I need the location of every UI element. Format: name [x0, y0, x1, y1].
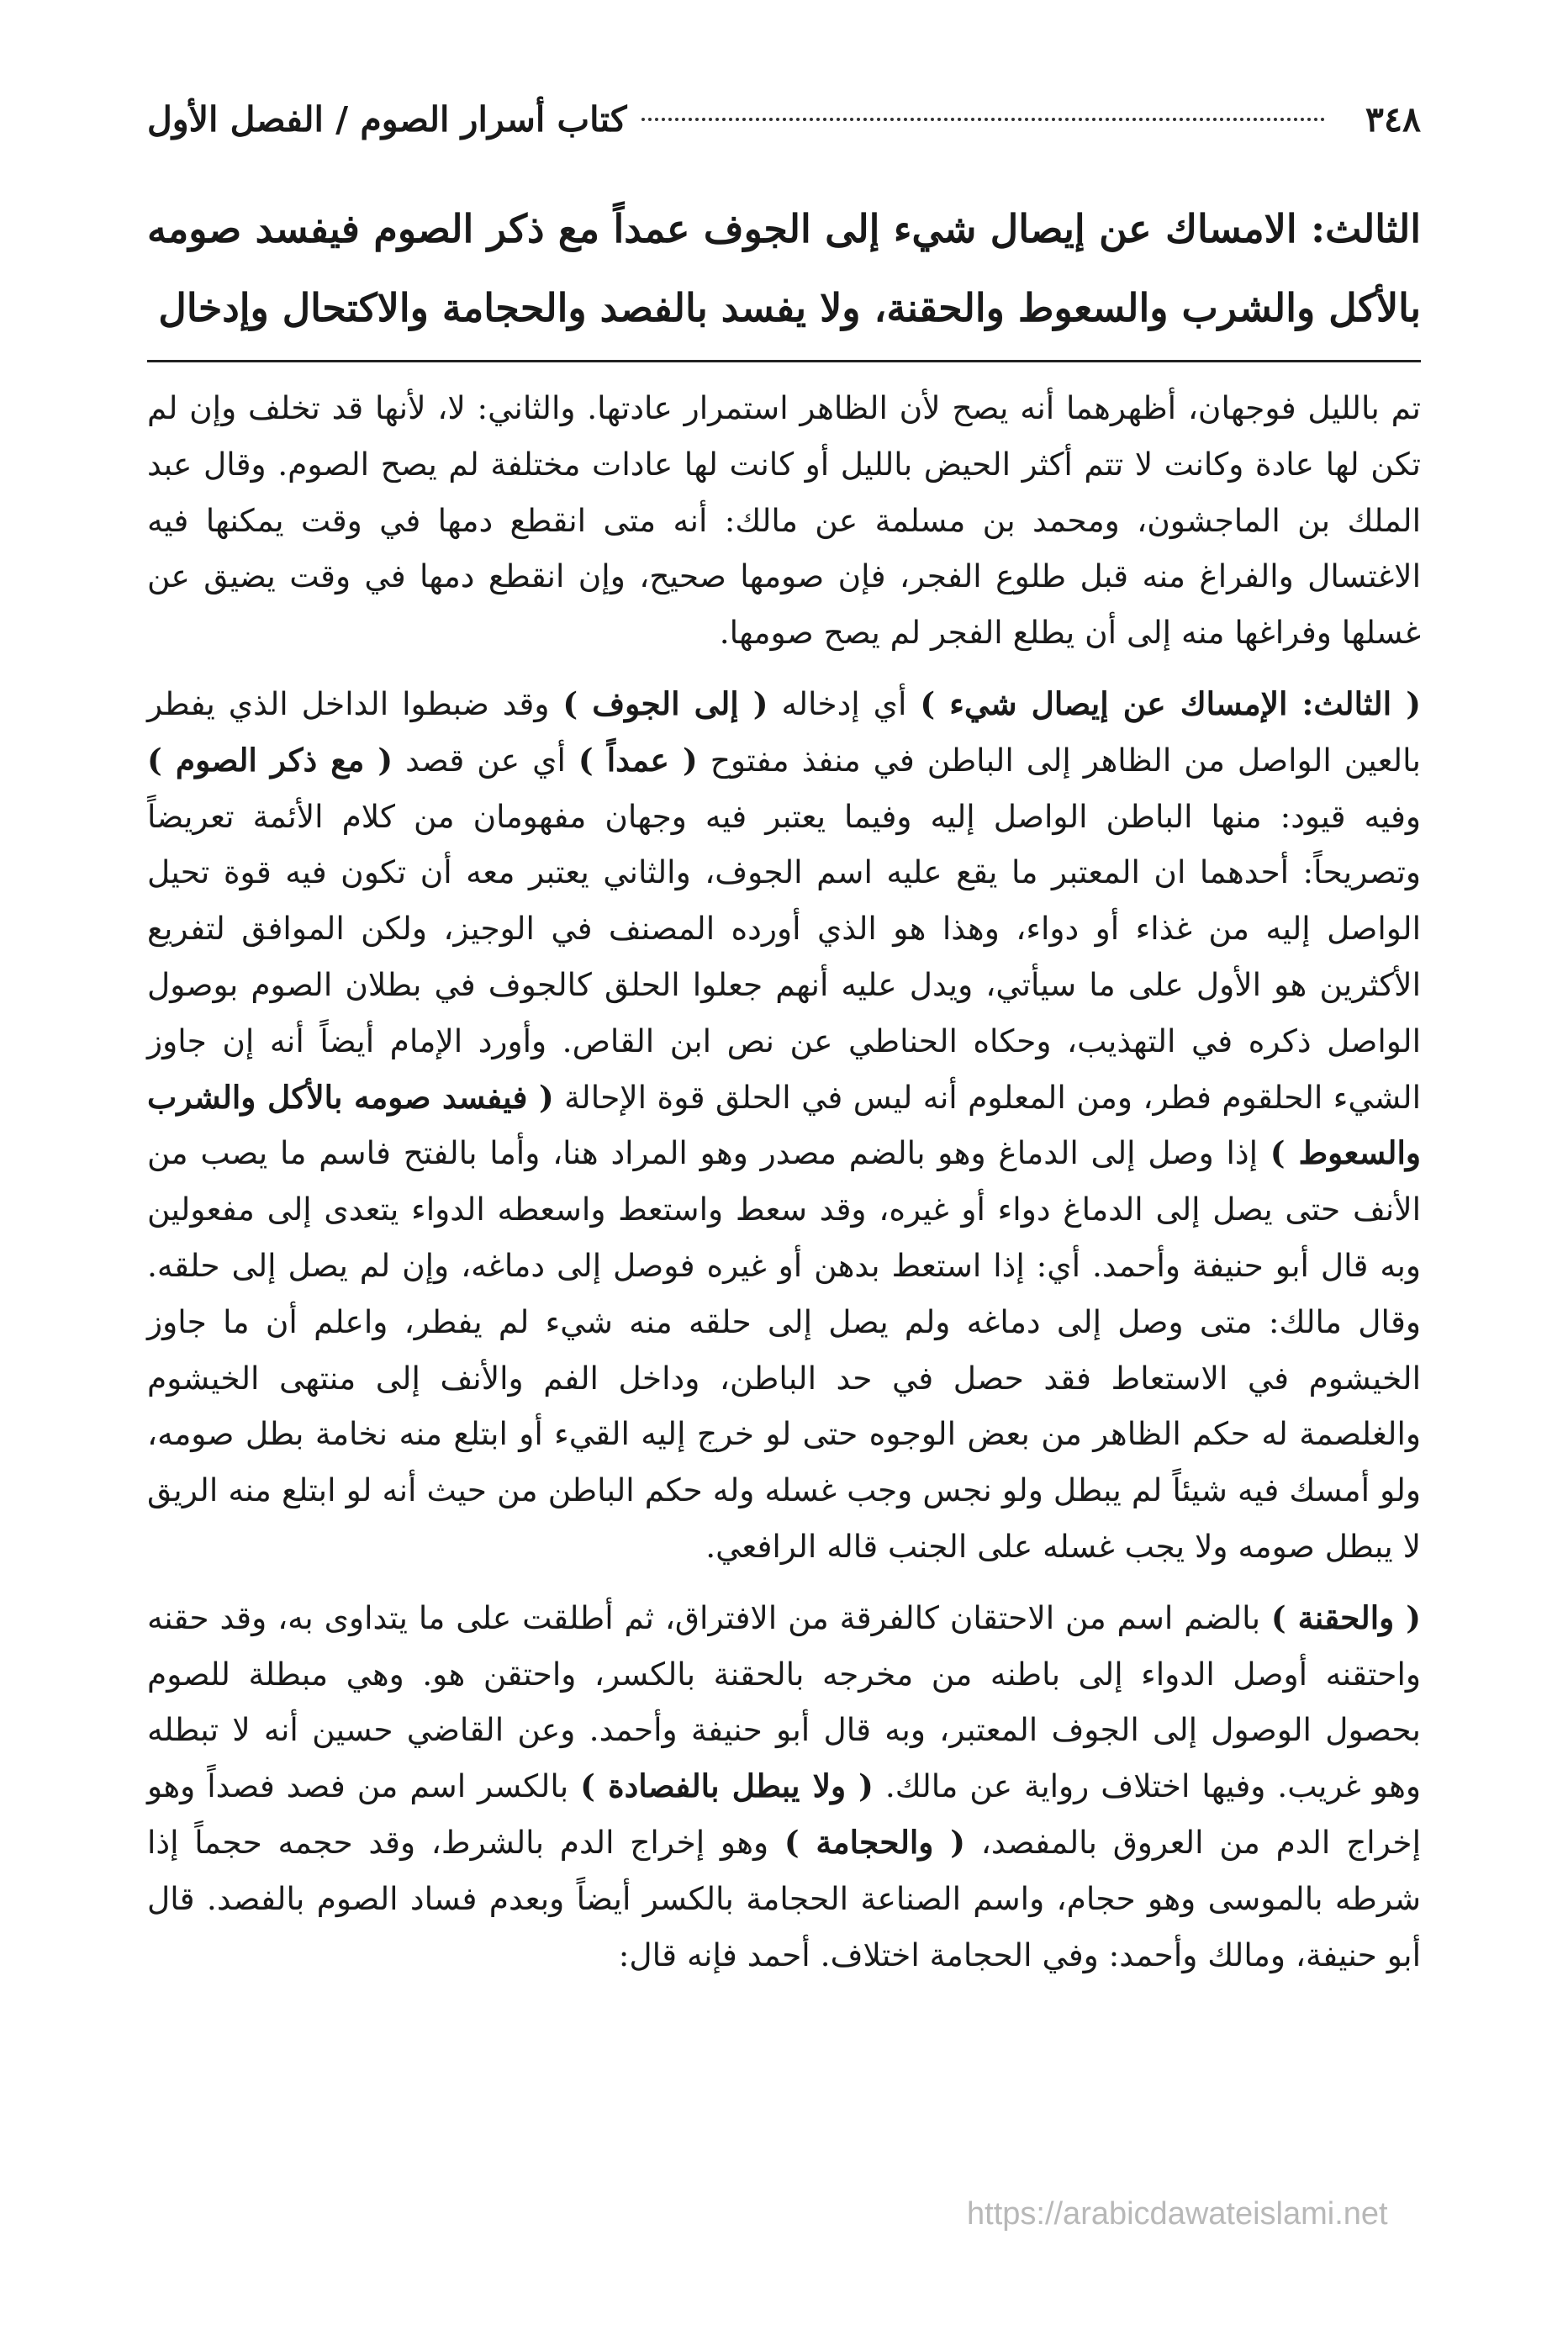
watermark-url: https://arabicdawateislami.net [967, 2196, 1388, 2232]
commentary-text: وقد ضبطوا الداخل الذي يفطر بالعين الواصل من الظاهر إلى الباطن في منفذ مفتوح [147, 684, 1421, 779]
commentary-text: وهو إخراج الدم بالشرط، وقد حجمه حجماً إذا شرطه بالموسى وهو حجام، واسم الصناعة الحجامة بالكسر أيضاً وبعدم فساد الصوم بالفصد. قال أبو حنيفة، ومالك وأحمد: وفي الحجامة اختلاف. أحمد فإنه قال: [147, 1823, 1421, 1973]
commentary-text: إذا وصل إلى الدماغ وهو بالضم مصدر وهو المراد هنا، وأما بالفتح فاسم ما يصب من الأنف حتى يصل إلى الدماغ دواء أو غيره، وقد سعط واستعط واسعطه الدواء يتعدى إلى مفعولين وبه قال أبو حنيفة وأحمد. أي: إذا استعط بدهن أو غيره فوصل إلى دماغه، وإن لم يصل إلى حلقه. وقال مالك: متى وصل إلى دماغه ولم يصل إلى حلقه منه شيء لم يفطر، واعلم أن ما جاوز الخيشوم في الاستعاط فقد حصل في حد الباطن، وداخل الفم والأنف إلى منتهى الخيشوم والغلصمة له حكم الظاهر من بعض الوجوه حتى لو خرج إليه القيء أو ابتلع منه نخامة بطل صومه، ولو أمسك فيه شيئاً لم يبطل ولو نجس وجب غسله وله حكم الباطن من حيث أنه لو ابتلع منه الريق لا يبطل صومه ولا يجب غسله على الجنب قاله الرافعي. [147, 1134, 1421, 1565]
lemma: ( عمداً ) [578, 741, 698, 779]
commentary-text: بالكسر اسم من فصد فصداً وهو إخراج الدم من العروق بالمفصد، [147, 1767, 1421, 1861]
page-number: ٣٤٨ [1365, 99, 1421, 140]
lemma: ( والحقنة ) [1270, 1598, 1422, 1636]
main-text-body: الامساك عن إيصال شيء إلى الجوف عمداً مع ذكر الصوم فيفسد صومه بالأكل والشرب والسعوط والحقنة، ولا يفسد بالفصد والحجامة والاكتحال وإدخال [147, 206, 1421, 330]
commentary-text: أي إدخاله [768, 684, 921, 722]
lemma: ( إلى الجوف ) [562, 684, 768, 722]
leader-dots [641, 118, 1324, 121]
lemma: ( مع ذكر الصوم ) [147, 741, 393, 779]
main-text-label: الثالث: [1311, 206, 1421, 251]
commentary-paragraph-3 [147, 1590, 1421, 1984]
commentary [147, 380, 1421, 1996]
commentary-paragraph-1: تم بالليل فوجهان، أظهرهما أنه يصح لأن الظاهر استمرار عادتها. والثاني: لا، لأنها قد تخلف وإن لم تكن لها عادة وكانت لا تتم أكثر الحيض بالليل أو كانت لها عادات مختلفة لم يصح الصوم. وقال عبد الملك بن الماجشون، ومحمد بن مسلمة عن مالك: أنه متى انقطع دمها في وقت يمكنها فيه الاغتسال والفراغ منه قبل طلوع الفجر، فإن صومها صحيح، وإن انقطع دمها في وقت يضيق عن غسلها وفراغها منه إلى أن يطلع الفجر لم يصح صومها. [147, 389, 1421, 652]
lemma: ( فيفسد صومه بالأكل والشرب والسعوط ) [147, 1078, 1421, 1172]
lemma: ( ولا يبطل بالفصادة ) [580, 1767, 874, 1805]
page-header [147, 94, 1421, 145]
commentary-paragraph-2 [147, 676, 1421, 1575]
commentary-text: وفيه قيود: منها الباطن الواصل إليه وفيما يعتبر فيه وجهان مفهومان من كلام الأئمة تعريضاً وتصريحاً: أحدهما ان المعتبر ما يقع عليه اسم الجوف، والثاني يعتبر معه أن تكون فيه قوة تحيل الواصل إليه من غذاء أو دواء، وهذا هو الذي أورده المصنف في الوجيز، ولكن الموافق لتفريع الأكثرين هو الأول على ما سيأتي، ويدل عليه أنهم جعلوا الحلق كالجوف في بطلان الصوم بوصول الواصل ذكره في التهذيب، وحكاه الحناطي عن نص ابن القاص. وأورد الإمام أيضاً أنه إن جاوز الشيء الحلقوم فطر، ومن المعلوم أنه ليس في الحلق قوة الإحالة [147, 797, 1421, 1116]
commentary-text: أي عن قصد [393, 741, 578, 779]
running-title: كتاب أسرار الصوم / الفصل الأول [147, 99, 627, 140]
separator-rule [147, 360, 1421, 362]
commentary-text: بالضم اسم من الاحتقان كالفرقة من الافتراق، ثم أطلقت على ما يتداوى به، وقد حقنه واحتقنه أوصل الدواء إلى باطنه من مخرجه بالحقنة بالكسر، واحتقن هو. وهي مبطلة للصوم بحصول الوصول إلى الجوف المعتبر، وبه قال أبو حنيفة وأحمد. وعن القاضي حسين أنه لا تبطله وهو غريب. وفيها اختلاف رواية عن مالك. [147, 1598, 1421, 1805]
main-text [147, 189, 1421, 347]
lemma: ( الثالث: الإمساك عن إيصال شيء ) [920, 684, 1421, 722]
lemma: ( والحجامة ) [784, 1823, 966, 1861]
